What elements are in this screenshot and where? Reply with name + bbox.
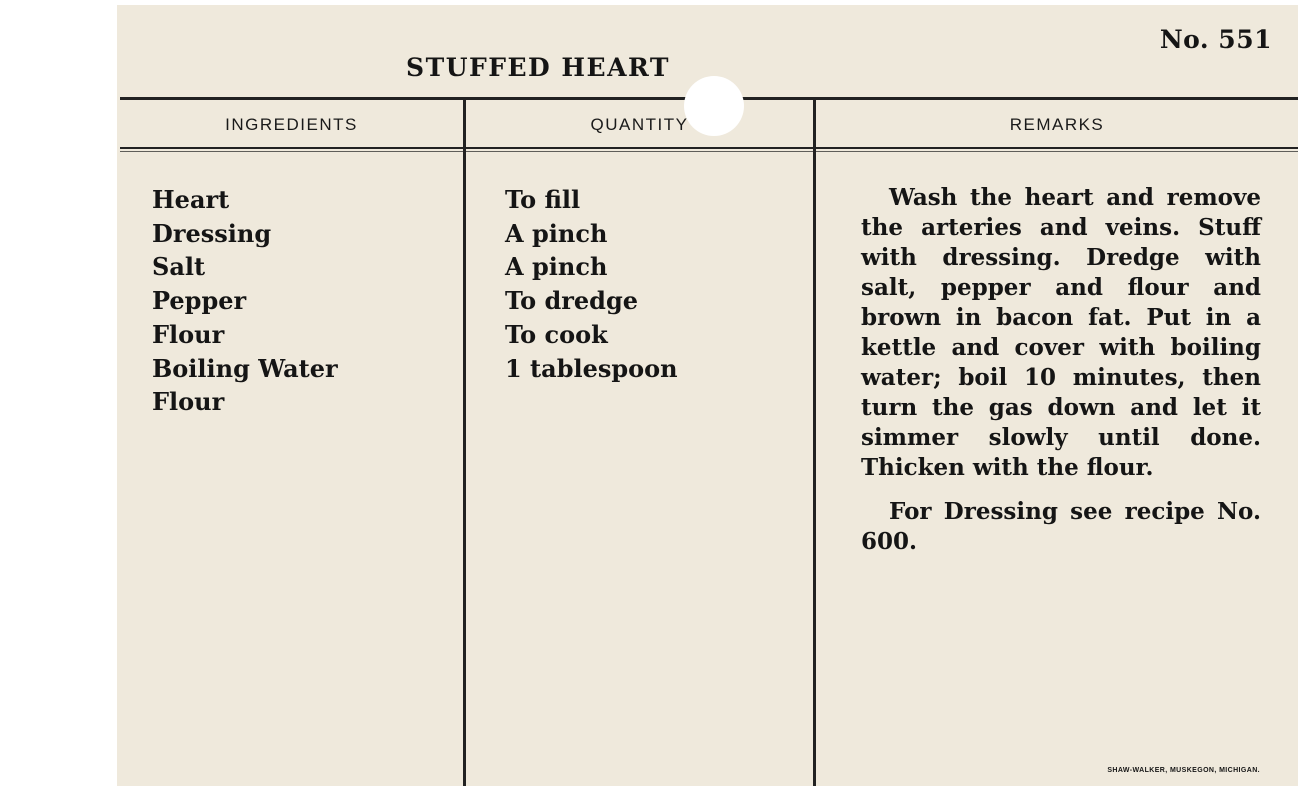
quantity-list — [505, 183, 678, 385]
quantity-item: To cook — [505, 319, 608, 349]
column-divider-2 — [813, 98, 816, 786]
remarks-header: REMARKS — [1009, 115, 1105, 134]
quantity-item: To dredge — [505, 286, 638, 316]
remarks-paragraph: For Dressing see recipe No. 600. — [861, 498, 1261, 555]
ingredient-item: Flour — [152, 319, 225, 349]
quantity-item: To fill — [505, 185, 581, 214]
ingredient-item: Flour — [152, 387, 225, 417]
ingredients-header: INGREDIENTS — [225, 115, 358, 134]
ingredients-list — [152, 183, 338, 419]
header-bottom-rule — [120, 147, 1298, 149]
column-divider-1 — [463, 98, 466, 786]
ingredient-item: Salt — [152, 252, 206, 282]
ingredient-item: Dressing — [152, 218, 272, 248]
quantity-header: QUANTITY — [590, 115, 689, 134]
recipe-card — [117, 5, 1298, 786]
quantity-item: A pinch — [505, 252, 608, 282]
remarks-text — [861, 183, 1261, 571]
ingredient-item: Boiling Water — [152, 353, 338, 383]
recipe-title: STUFFED HEART — [406, 53, 670, 82]
punch-hole — [684, 76, 744, 136]
quantity-item: 1 tablespoon — [505, 353, 678, 383]
card-number: No. 551 — [1159, 25, 1272, 54]
ingredient-item: Pepper — [152, 286, 247, 316]
ingredient-item: Heart — [152, 185, 230, 214]
header-bottom-rule-inner — [120, 151, 1298, 152]
printer-imprint: SHAW-WALKER, MUSKEGON, MICHIGAN. — [1107, 767, 1260, 774]
remarks-paragraph: Wash the heart and remove the arteries and veins. Stuff with dressing. Dredge with salt, pepper and flour and brown in bacon fat. Put in a kettle and cover with boiling water; boil 10 minutes, then turn the gas down and let it simmer slowly until done. Thicken with the flour. — [861, 184, 1261, 481]
quantity-item: A pinch — [505, 218, 608, 248]
